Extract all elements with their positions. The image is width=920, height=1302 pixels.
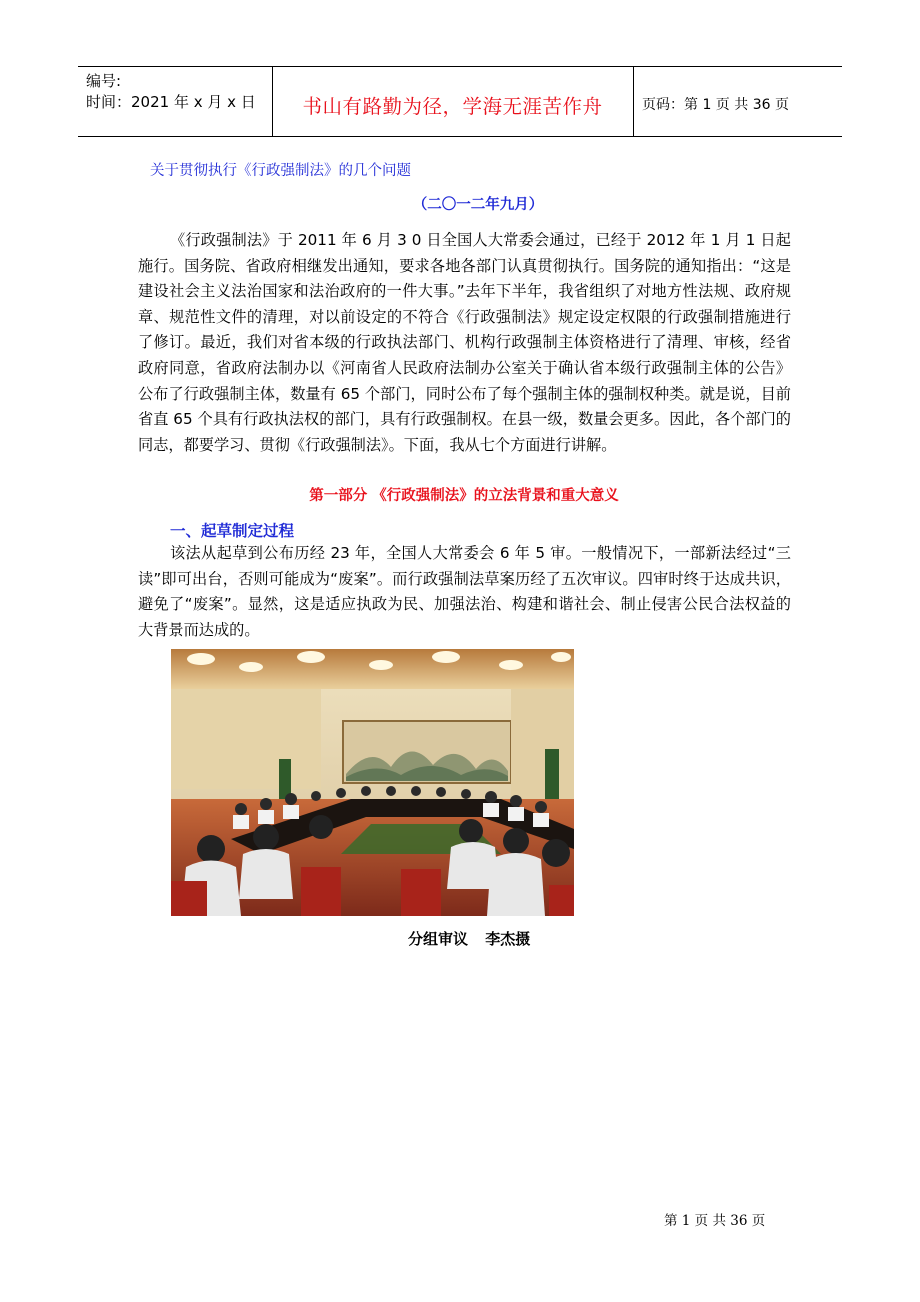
header-motto-cell [272,67,634,136]
photo-caption: 分组审议 李杰摄 [408,930,531,948]
document-title: 关于贯彻执行《行政强制法》的几个问题 [150,163,411,179]
document-time-label: 时间：2021 年 x 月 x 日 [86,93,256,111]
intro-paragraph: 《行政强制法》于 2011 年 6 月 3 0 日全国人大常委会通过，已经于 2012 年 1 月 1 日起施行。国务院、省政府相继发出通知，要求各地各部门认真贯彻执行。国务院的通知指出：“这是建设社会主义法治国家和法治政府的一件大事。”去年下半年，我省组织了对地方性法规、政府规章、规范性文件的清理，对以前设定的不符合《行政强制法》规定设定权限的行政强制措施进行了修订。最近，我们对省本级的行政执法部门、机构行政强制主体资格进行了清理、审核，经省政府同意，省政府法制办以《河南省人民政府法制办公室关于确认省本级行政强制主体的公告》公布了行政强制主体，数量有 65 个部门，同时公布了每个强制主体的强制权种类。就是说，目前省直 65 个具有行政执法权的部门，具有行政强制权。在县一级，数量会更多。因此，各个部门的同志，都要学习、贯彻《行政强制法》。下面，我从七个方面进行讲解。 [138,231,791,454]
header-meta-cell [78,67,273,136]
document-date: （二〇一二年九月） [412,197,544,213]
header-page-cell [634,67,842,136]
subsection-title: 一、起草制定过程 [170,522,295,540]
body-paragraph: 该法从起草到公布历经 23 年，全国人大常委会 6 年 5 审。一般情况下，一部新法经过“三读”即可出台，否则可能成为“废案”。而行政强制法草案历经了五次审议。四审时终于达成共识，避免了“废案”。显然，这是适应执政为民、加强法治、构建和谐社会、制止侵害公民合法权益的大背景而达成的。 [138,544,791,639]
page-footer: 第 1 页 共 36 页 [664,1213,766,1229]
document-number-label: 编号: [86,72,122,90]
meeting-photo [171,649,574,916]
page-header [78,66,842,137]
meeting-photo-illustration [171,649,574,916]
section-title: 第一部分 《行政强制法》的立法背景和重大意义 [309,488,619,504]
header-motto: 书山有路勤为径，学海无涯苦作舟 [302,95,603,118]
header-page-number: 页码：第 1 页 共 36 页 [642,97,789,113]
